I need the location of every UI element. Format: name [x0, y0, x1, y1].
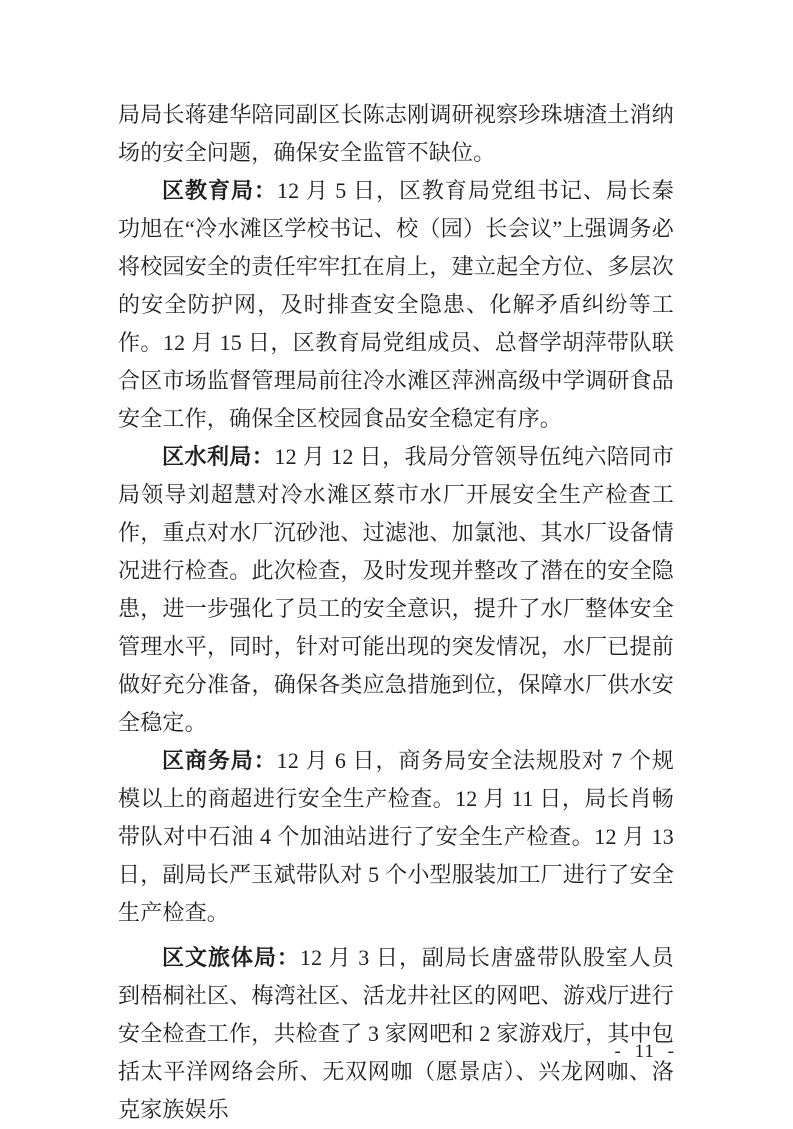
paragraph-head: 区教育局：: [162, 178, 277, 203]
paragraph-text: 12 月 3 日，副局长唐盛带队股室人员到梧桐社区、梅湾社区、活龙井社区的网吧、游戏厅进行安全检查工作，共检查了 3 家网吧和 2 家游戏厅，其中包括太平洋网络会所、无双网咖（愿景店）、兴龙网咖、洛克家族娱乐: [118, 945, 674, 1122]
document-body: [118, 96, 674, 1129]
paragraph-text: 局局长蒋建华陪同副区长陈志刚调研视察珍珠塘渣土消纳场的安全问题，确保安全监管不缺位。: [118, 102, 674, 165]
paragraph-head: 区水利局：: [162, 444, 275, 469]
paragraph-water-bureau: [118, 438, 674, 742]
paragraph-culture-tourism-bureau: [118, 939, 674, 1129]
paragraph-head: 区文旅体局：: [162, 945, 300, 970]
paragraph-text: 12 月 6 日，商务局安全法规股对 7 个规模以上的商超进行安全生产检查。12 月 11 日，局长肖畅带队对中石油 4 个加油站进行了安全生产检查。12 月 13 日，副局长严玉斌带队对 5 个小型服装加工厂进行了安全生产检查。: [118, 748, 674, 925]
paragraph-education-bureau: [118, 172, 674, 438]
paragraph-head: 区商务局：: [162, 748, 277, 773]
paragraph-text: 12 月 12 日，我局分管领导伍纯六陪同市局领导刘超慧对冷水滩区蔡市水厂开展安全生产检查工作，重点对水厂沉砂池、过滤池、加氯池、其水厂设备情况进行检查。此次检查，及时发现并整改了潜在的安全隐患，进一步强化了员工的安全意识，提升了水厂整体安全管理水平，同时，针对可能出现的突发情况，水厂已提前做好充分准备，确保各类应急措施到位，保障水厂供水安全稳定。: [118, 444, 674, 735]
paragraph-continuation: [118, 96, 674, 172]
paragraph-commerce-bureau: [118, 742, 674, 932]
page-number: - 11 -: [614, 1041, 675, 1062]
paragraph-text: 12 月 5 日，区教育局党组书记、局长秦功旭在“冷水滩区学校书记、校（园）长会议”上强调务必将校园安全的责任牢牢扛在肩上，建立起全方位、多层次的安全防护网，及时排查安全隐患、化解矛盾纠纷等工作。12 月 15 日，区教育局党组成员、总督学胡萍带队联合区市场监督管理局前往冷水滩区萍洲高级中学调研食品安全工作，确保全区校园食品安全稳定有序。: [118, 178, 674, 431]
